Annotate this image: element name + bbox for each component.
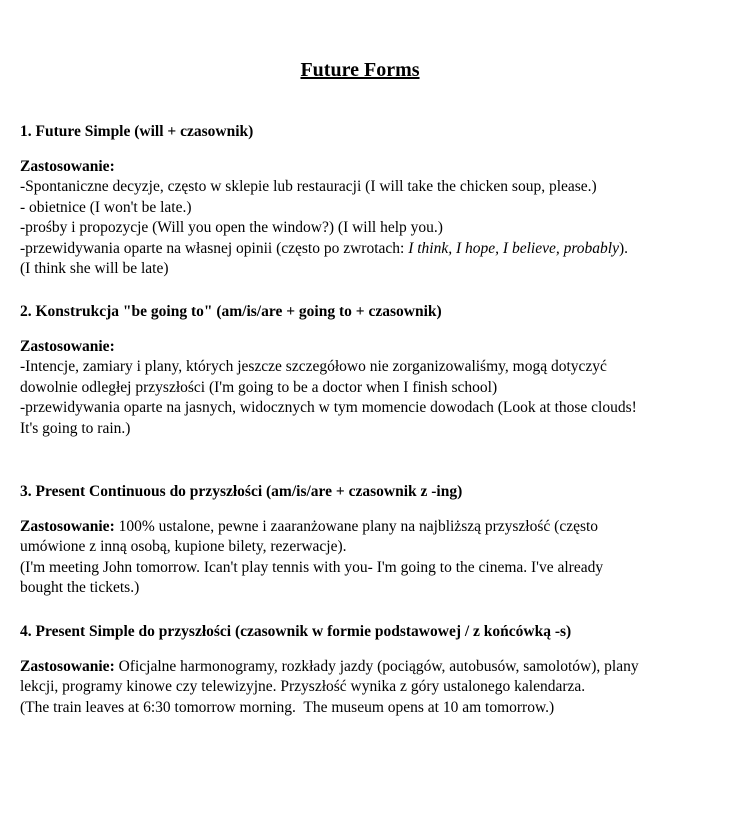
usage-line: - obietnice (I won't be late.) bbox=[20, 198, 192, 216]
usage-label: Zastosowanie: bbox=[20, 657, 115, 675]
page-title: Future Forms bbox=[300, 59, 420, 81]
section-heading: 2. Konstrukcja "be going to" (am/is/are + going to + czasownik) bbox=[20, 303, 442, 320]
section-present-continuous bbox=[20, 482, 725, 599]
usage-line: -przewidywania oparte na jasnych, widocznych w tym momencie dowodach (Look at those clouds! bbox=[20, 399, 637, 416]
usage-text: 100% ustalone, pewne i zaaranżowane plany na najbliższą przyszłość (często bbox=[114, 517, 599, 535]
usage-line: (The train leaves at 6:30 tomorrow morning. The museum opens at 10 am tomorrow.) bbox=[20, 698, 555, 716]
usage-line-first bbox=[20, 657, 725, 678]
section-heading: 4. Present Simple do przyszłości (czasownik w formie podstawowej / z końcówką -s) bbox=[20, 623, 572, 640]
usage-line: umówione z inną osobą, kupione bilety, rezerwacje). bbox=[20, 538, 347, 555]
usage-label: Zastosowanie: bbox=[20, 337, 115, 355]
usage-line-first bbox=[20, 517, 725, 538]
usage-line: bought the tickets.) bbox=[20, 579, 140, 596]
usage-line: dowolnie odległej przyszłości (I'm going to be a doctor when I finish school) bbox=[20, 378, 498, 396]
section-be-going-to bbox=[20, 302, 725, 439]
prediction-text: -przewidywania oparte na własnej opinii (często po zwrotach: bbox=[20, 239, 409, 257]
section-future-simple bbox=[20, 122, 725, 280]
usage-line: lekcji, programy kinowe czy telewizyjne. Przyszłość wynika z góry ustalonego kalendarza. bbox=[20, 678, 586, 695]
section-present-simple bbox=[20, 622, 725, 718]
section-heading: 1. Future Simple (will + czasownik) bbox=[20, 123, 254, 140]
usage-line: (I think she will be late) bbox=[20, 260, 169, 277]
usage-line: -Intencje, zamiary i plany, których jeszcze szczegółowo nie zorganizowaliśmy, mogą dotyczyć bbox=[20, 358, 607, 375]
usage-line: (I'm meeting John tomorrow. Ican't play tennis with you- I'm going to the cinema. I've already bbox=[20, 558, 604, 576]
section-heading: 3. Present Continuous do przyszłości (am/is/are + czasownik z -ing) bbox=[20, 483, 463, 500]
usage-line: It's going to rain.) bbox=[20, 419, 131, 437]
usage-text: Oficjalne harmonogramy, rozkłady jazdy (pociągów, autobusów, samolotów), plany bbox=[114, 657, 639, 675]
usage-label: Zastosowanie: bbox=[20, 157, 115, 175]
usage-line: -prośby i propozycje (Will you open the window?) (I will help you.) bbox=[20, 219, 443, 236]
prediction-phrases: I think, I hope, I believe, probably bbox=[408, 239, 619, 257]
usage-label: Zastosowanie: bbox=[20, 517, 115, 535]
usage-line: -Spontaniczne decyzje, często w sklepie lub restauracji (I will take the chicken soup, please.) bbox=[20, 178, 597, 195]
prediction-end: ). bbox=[618, 239, 629, 257]
usage-line-prediction bbox=[20, 239, 725, 260]
